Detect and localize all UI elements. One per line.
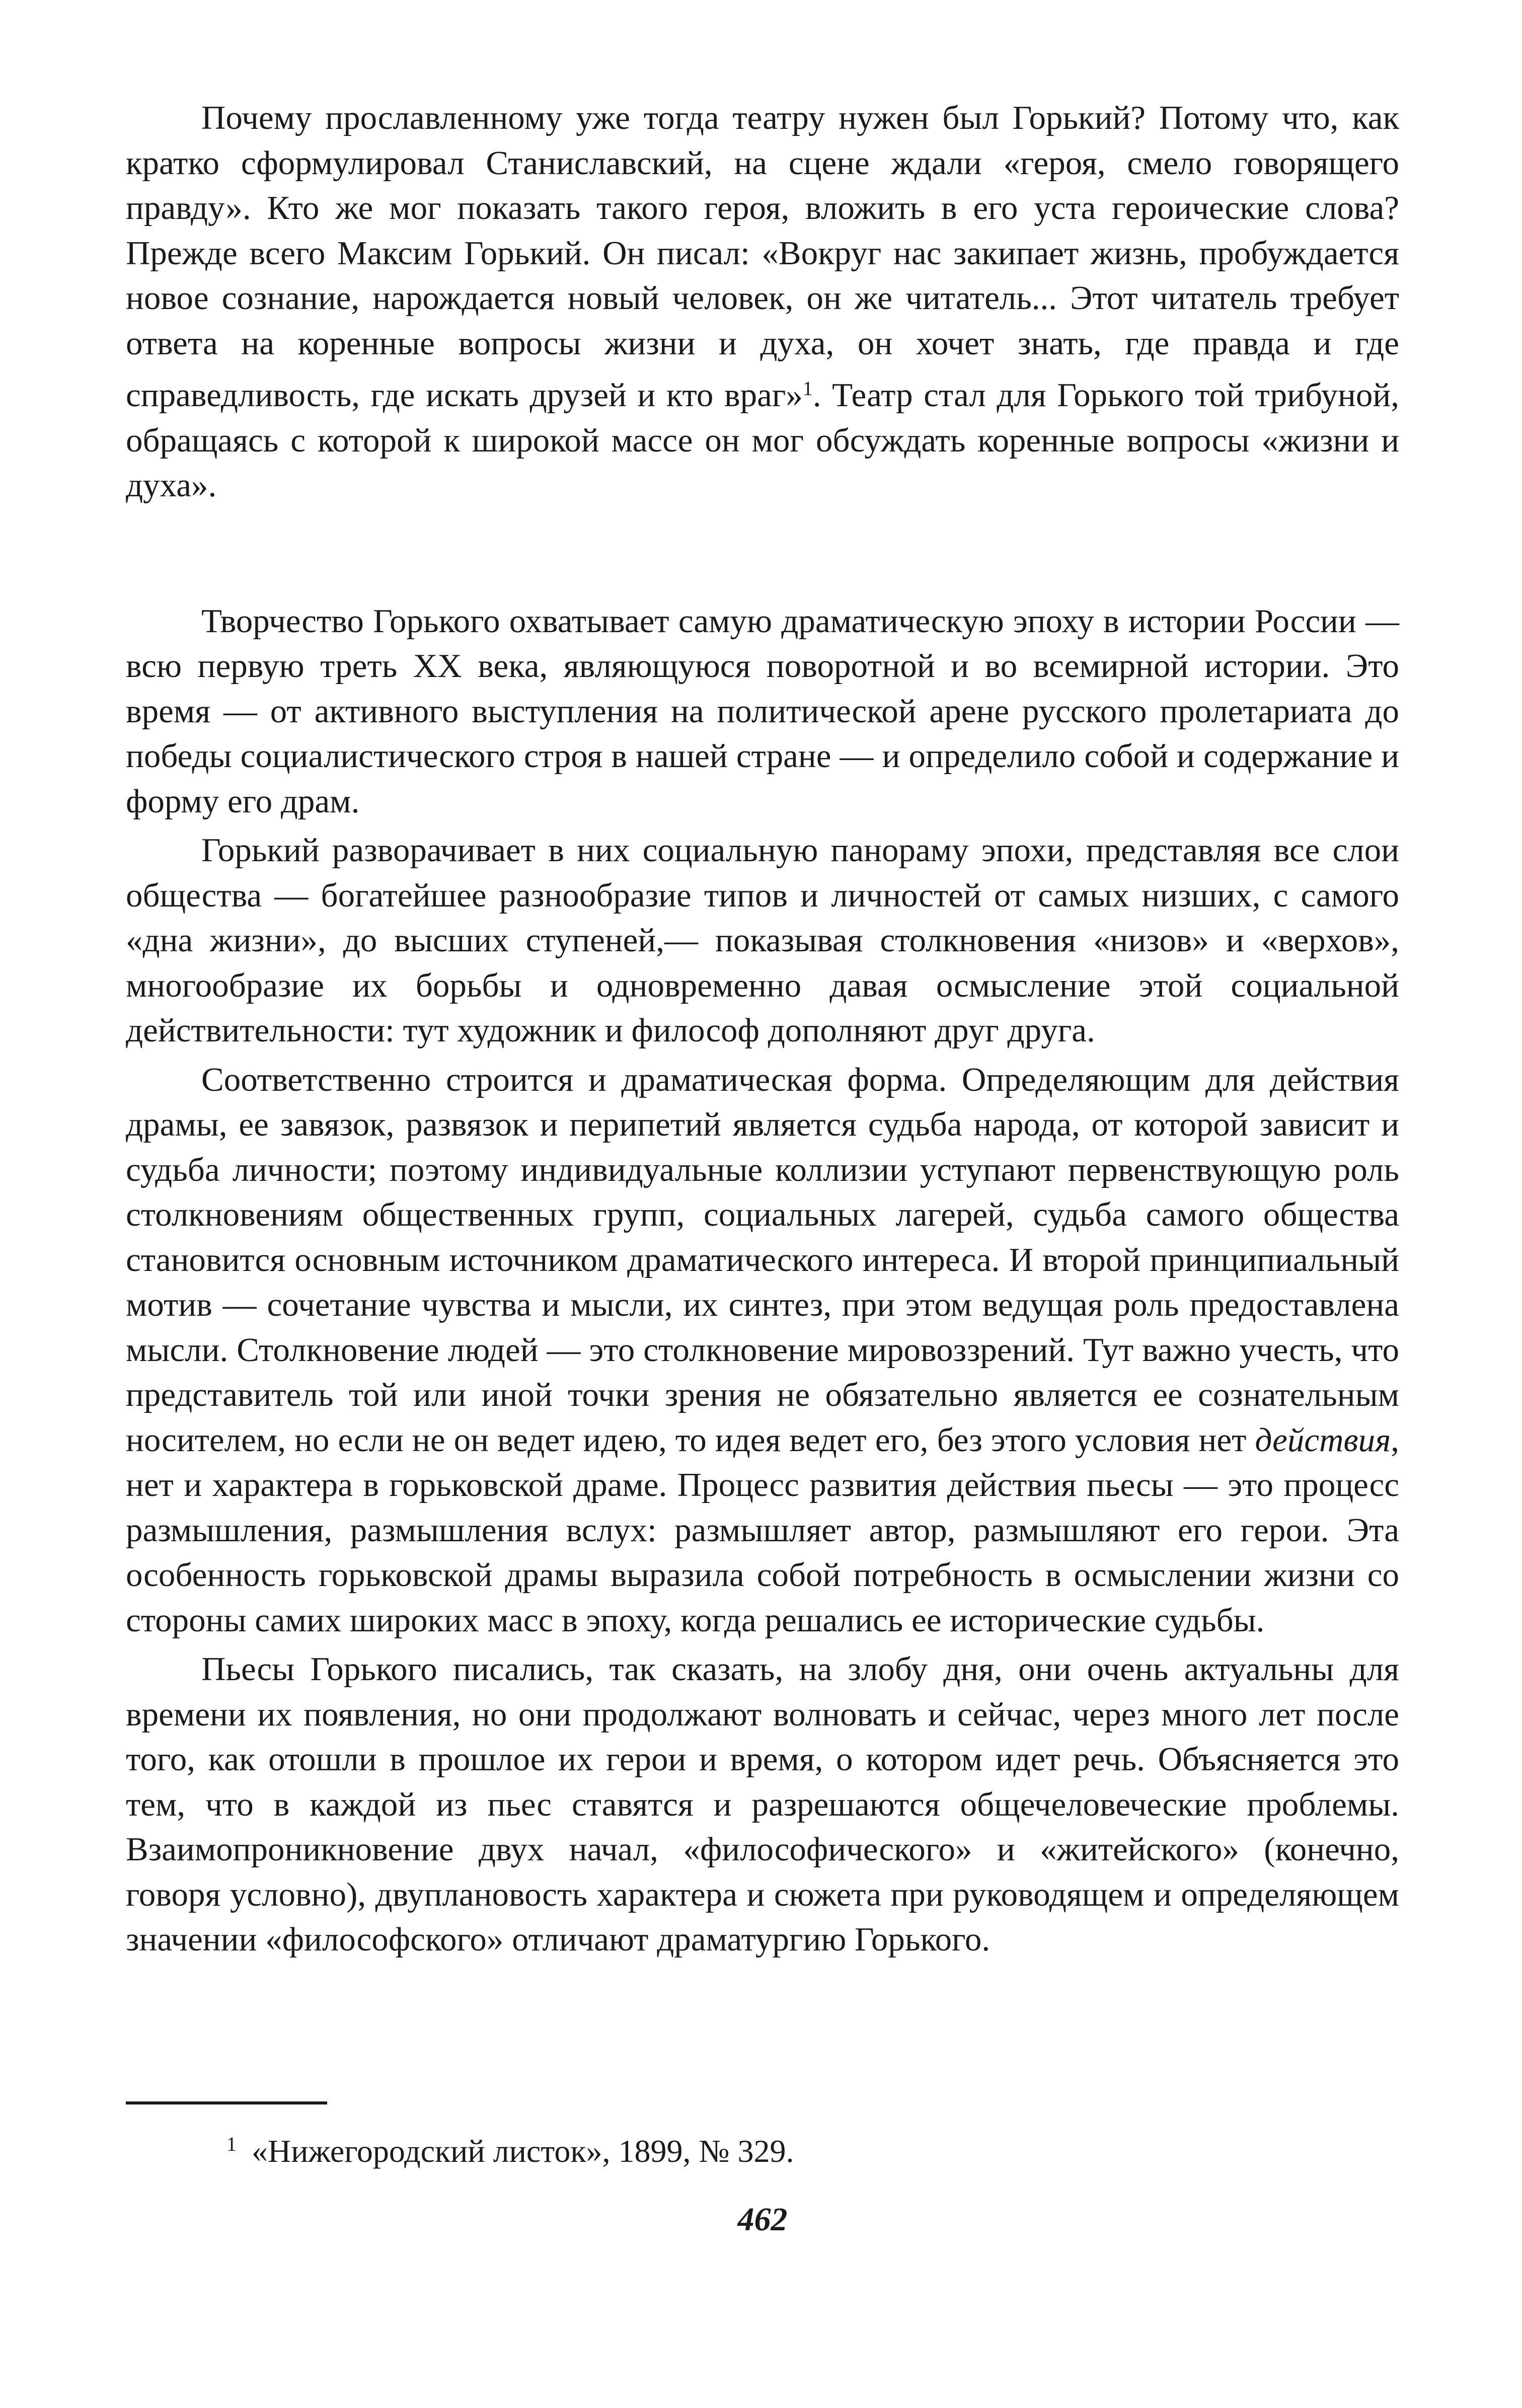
emphasized-text: действия	[1255, 1421, 1391, 1459]
paragraph-text: Пьесы Горького писались, так сказать, на злобу дня, они очень актуальны для времени их появления, но они продолжают волновать и сейчас, через много лет после того, как отошли в прошлое их герои и время, о котором идет речь. Объясняется это тем, что в каждой из пьес ставятся и разрешаются общечеловеческие проблемы. Взаимопроникновение двух начал, «философического» и «житейского» (конечно, говоря условно), двуплановость характера и сюжета при руководящем и определяющем значении «философского» отличают драматургию Горького.	[126, 1650, 1399, 1958]
paragraph-3	[126, 828, 1399, 1054]
paragraph-2	[126, 599, 1399, 824]
paragraph-4	[126, 1058, 1399, 1643]
paragraph-5	[126, 1647, 1399, 1963]
footnote-text: «Нижегородский листок», 1899, № 329.	[252, 2133, 794, 2169]
paragraph-text: , нет и характера в горьковской драме. Процесс развития действия пьесы — это процесс размышления, размышления вслух: размышляет автор, размышляют его герои. Эта особенность горьковской драмы выразила собой потребность в осмыслении жизни со стороны самих широких масс в эпоху, когда решались ее исторические судьбы.	[126, 1421, 1399, 1639]
book-page	[126, 96, 1399, 2361]
body-text	[126, 96, 1399, 1963]
section-break	[126, 508, 1399, 599]
footnote-marker: 1	[226, 2133, 237, 2155]
footnote-reference: 1	[802, 377, 813, 400]
footnote	[226, 2124, 1384, 2171]
paragraph-text: Горький разворачивает в них социальную панораму эпохи, представляя все слои общества — богатейшее разнообразие типов и личностей от самых низших, с самого «дна жизни», до высших ступеней,— показывая столкновения «низов» и «верхов», многообразие их борьбы и одновременно давая осмысление этой социальной действительности: тут художник и философ дополняют друг друга.	[126, 832, 1399, 1049]
paragraph-text: Почему прославленному уже тогда театру нужен был Горький? Потому что, как кратко сформулировал Станиславский, на сцене ждали «героя, смело говорящего правду». Кто же мог показать такого героя, вложить в его уста героические слова? Прежде всего Максим Горький. Он писал: «Вокруг нас закипает жизнь, пробуждается новое сознание, нарождается новый человек, он же читатель... Этот читатель требует ответа на коренные вопросы жизни и духа, он хочет знать, где правда и где справедливость, где искать друзей и кто враг»	[126, 99, 1399, 414]
paragraph-text: Соответственно строится и драматическая форма. Определяющим для действия драмы, ее завязок, развязок и перипетий является судьба народа, от которой зависит и судьба личности; поэтому индивидуальные коллизии уступают первенствующую роль столкновениям общественных групп, социальных лагерей, судьба самого общества становится основным источником драматического интереса. И второй принципиальный мотив — сочетание чувства и мысли, их синтез, при этом ведущая роль предоставлена мысли. Столкновение людей — это столкновение мировоззрений. Тут важно учесть, что представитель той или иной точки зрения не обязательно является ее сознательным носителем, но если не он ведет идею, то идея ведет его, без этого условия нет	[126, 1061, 1399, 1459]
page-number: 462	[737, 2201, 788, 2238]
paragraph-text: . Театр стал для Горького той трибуной, обращаясь с которой к широкой массе он мог обсуждать коренные вопросы «жизни и духа».	[126, 377, 1399, 504]
footnote-divider	[126, 2101, 327, 2104]
paragraph-1	[126, 96, 1399, 508]
paragraph-text: Творчество Горького охватывает самую драматическую эпоху в истории России — всю первую треть XX века, являющуюся поворотной и во всемирной истории. Это время — от активного выступления на политической арене русского пролетариата до победы социалистического строя в нашей стране — и определило собой и содержание и форму его драм.	[126, 602, 1399, 820]
